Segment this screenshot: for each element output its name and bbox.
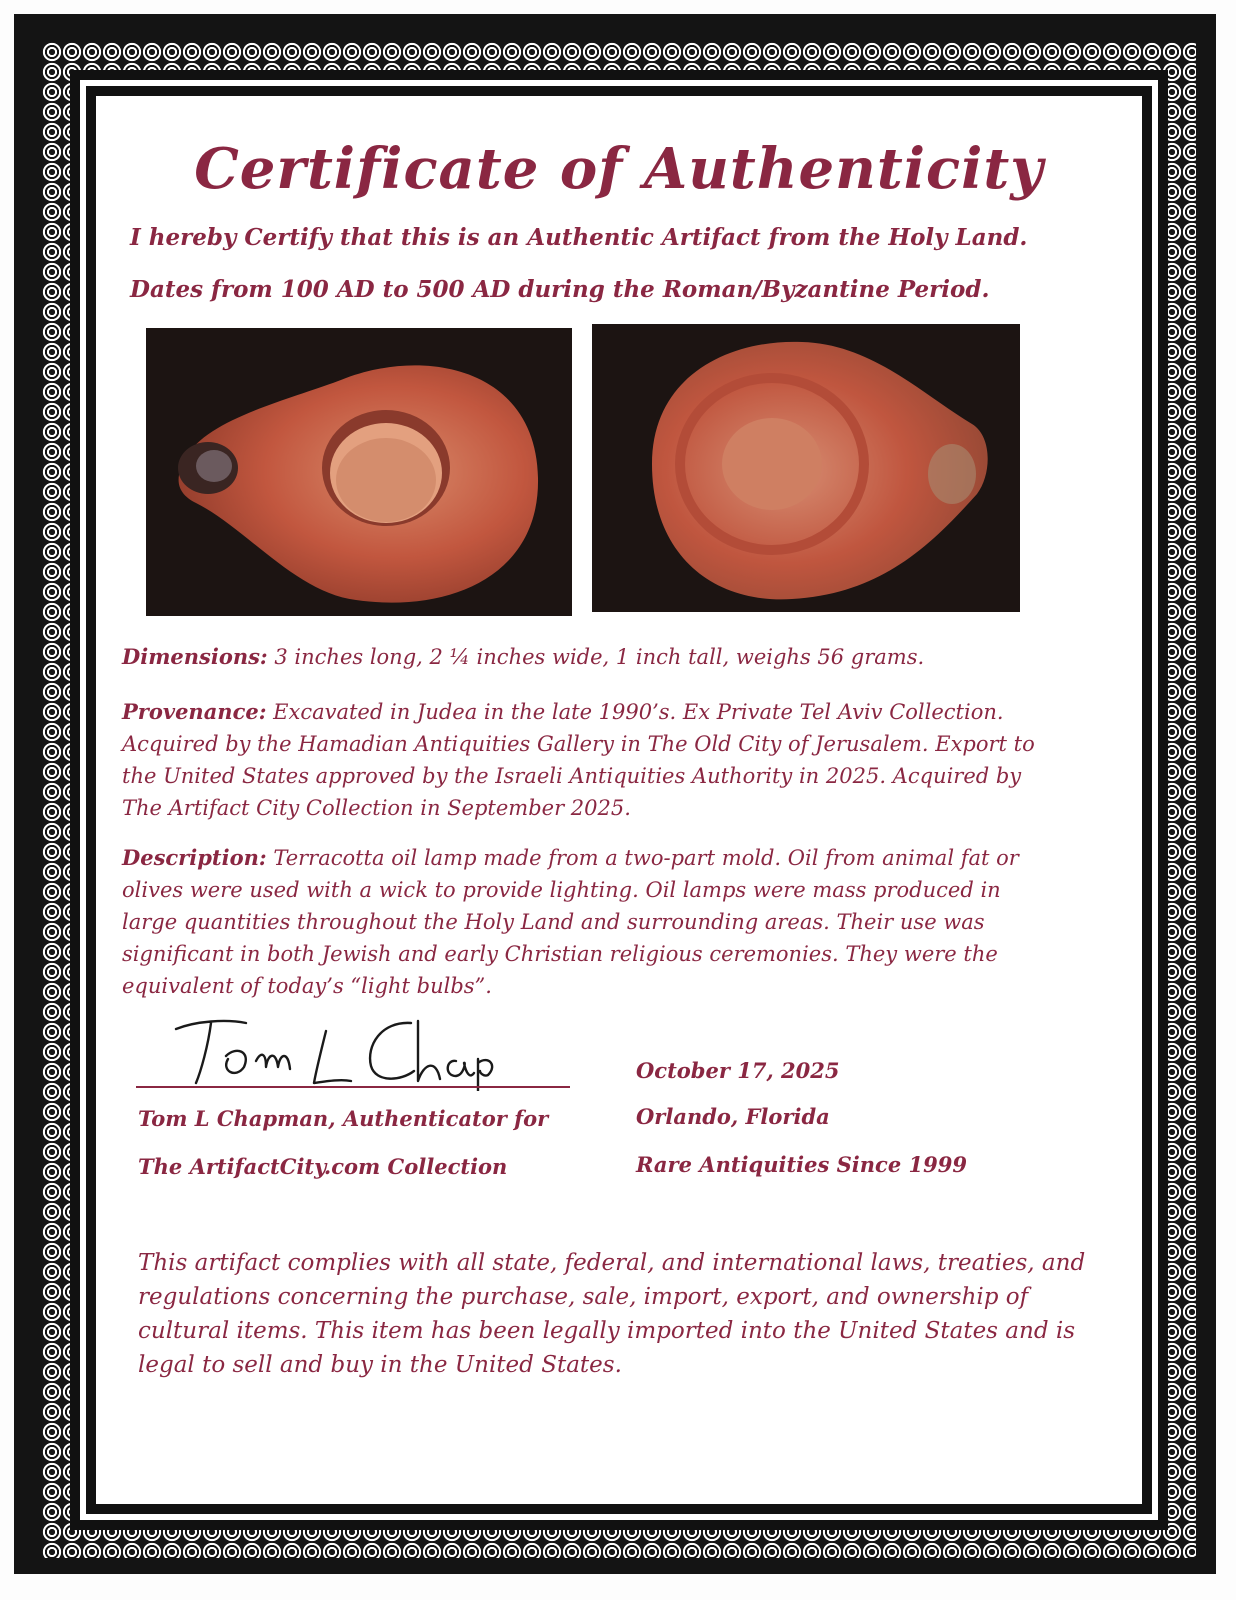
- handwritten-signature: [156, 1001, 516, 1091]
- authenticator-organization: The ArtifactCity.com Collection: [138, 1154, 508, 1179]
- company-tagline: Rare Antiquities Since 1999: [636, 1152, 967, 1177]
- artifact-photo-top: [146, 328, 572, 616]
- provenance-text: Excavated in Judea in the late 1990’s. Ex Private Tel Aviv Collection. Acquired by the Hamadian Antiquities Gallery in The Old City of Jerusalem. Export to the United States approved by the Israeli Antiquities Authority in 2025. Acquired by The Artifact City Collection in September 2025.: [122, 700, 1035, 820]
- dimensions-paragraph: [122, 641, 1062, 673]
- dimensions-label: Dimensions:: [122, 644, 268, 669]
- description-paragraph: [122, 842, 1062, 1002]
- dimensions-text: 3 inches long, 2 ¼ inches wide, 1 inch tall, weighs 56 grams.: [274, 645, 925, 669]
- signature-line: [136, 1086, 570, 1088]
- legal-compliance-statement: This artifact complies with all state, federal, and international laws, treaties, and regulations concerning the purchase, sale, import, export, and ownership of cultural items. This item has been legally imported into the United States and is legal to sell and buy in the United States.: [138, 1250, 1086, 1378]
- certificate-date: October 17, 2025: [636, 1058, 840, 1083]
- intro-line-dates: Dates from 100 AD to 500 AD during the Roman/Byzantine Period.: [130, 276, 990, 303]
- certificate-paper: [96, 96, 1142, 1504]
- intro-line-certify: I hereby Certify that this is an Authentic Artifact from the Holy Land.: [130, 224, 1028, 251]
- provenance-label: Provenance:: [122, 699, 267, 724]
- authenticator-name: Tom L Chapman, Authenticator for: [138, 1106, 549, 1131]
- artifact-photo-bottom: [592, 324, 1020, 612]
- provenance-paragraph: [122, 696, 1062, 824]
- oil-lamp-bottom-image: [592, 324, 1020, 612]
- oil-lamp-top-image: [146, 328, 572, 616]
- description-label: Description:: [122, 845, 267, 870]
- description-text: Terracotta oil lamp made from a two-part mold. Oil from animal fat or olives were used with a wick to provide lighting. Oil lamps were mass produced in large quantities throughout the Holy Land and surrounding areas. Their use was significant in both Jewish and early Christian religious ceremonies. They were the equivalent of today’s “light bulbs”.: [122, 846, 1019, 998]
- certificate-title: Certificate of Authenticity: [194, 136, 1044, 202]
- certificate-location: Orlando, Florida: [636, 1104, 830, 1129]
